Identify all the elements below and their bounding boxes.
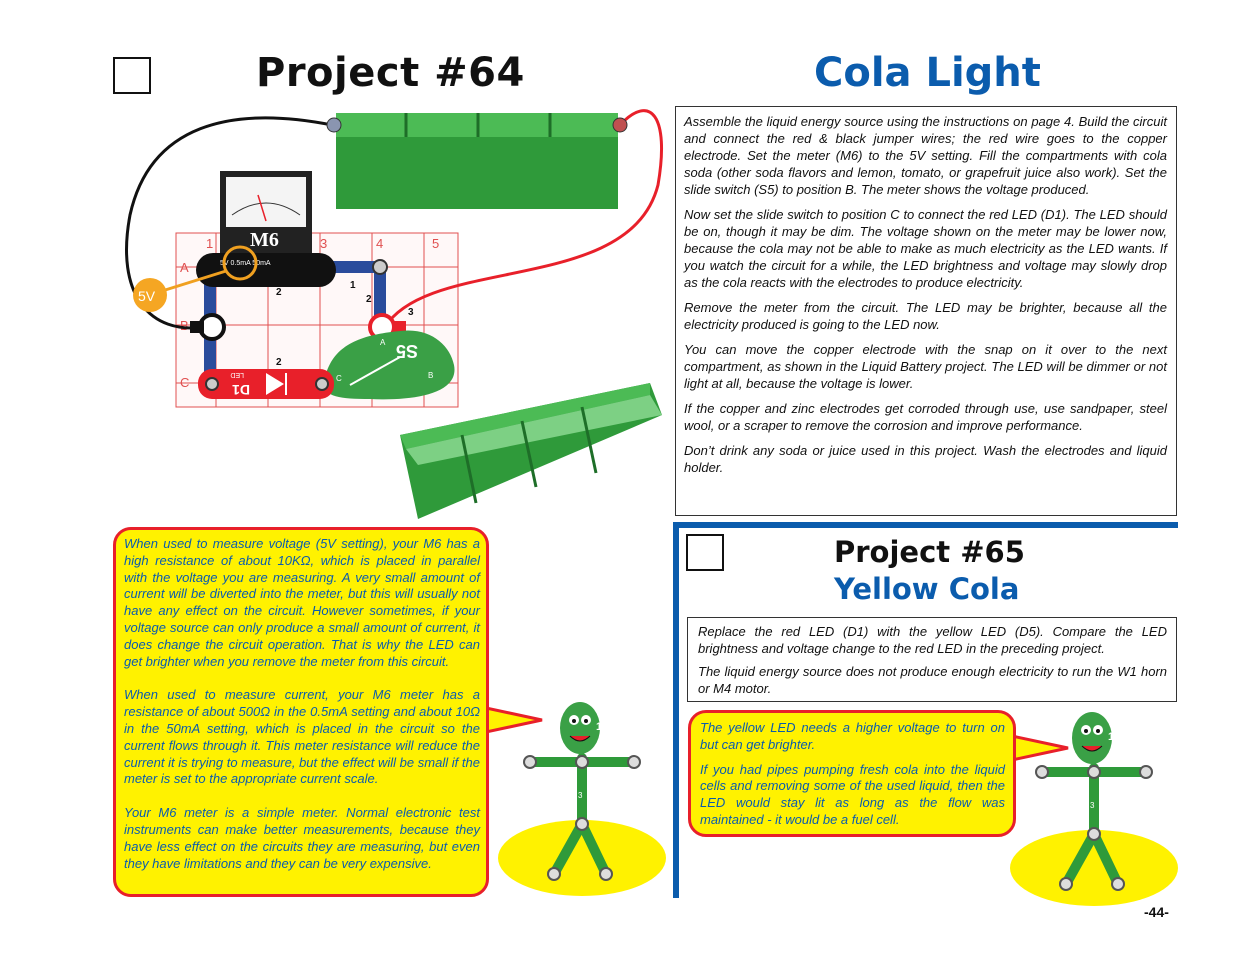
project65-instructions [687, 617, 1177, 702]
project65-checkbox[interactable] [686, 534, 724, 571]
switch-label: S5 [395, 341, 418, 361]
switch-c: C [336, 374, 342, 383]
mascot-figure [1008, 708, 1180, 910]
instruction-paragraph: Remove the meter from the circuit. The LED may be brighter, because all the electricity produced is going to the LED now. [684, 300, 1167, 332]
project65-title: Project #65 [834, 535, 1025, 569]
section-divider-vertical [673, 524, 679, 898]
mascot-figure [496, 698, 668, 900]
row-label-b: B [180, 318, 189, 333]
meter-scale: 5V 0.5mA 50mA [220, 260, 271, 267]
note-paragraph: When used to measure current, your M6 meter has a resistance of about 500Ω in the 0.5mA setting and about 10Ω in the 50mA setting, which is placed in the circuit so the current flows through it. This meter resistance will reduce the current it is trying to measure, but the effect will be small if the meter is set to the appropriate current scale. [124, 687, 480, 787]
wire-num: 2 [366, 294, 372, 305]
led-label: D1 [232, 382, 250, 398]
row-label-c: C [180, 375, 190, 390]
col-label-3: 3 [320, 236, 328, 251]
circuit-diagram [110, 95, 670, 525]
mascot-num: 1 [1108, 731, 1115, 743]
setting-badge-label: 5V [138, 288, 156, 304]
project64-instructions [675, 106, 1177, 516]
mascot-num: 3 [578, 791, 583, 800]
wire-num: 3 [408, 307, 414, 318]
page-number: -44- [1144, 904, 1169, 920]
instruction-paragraph: You can move the copper electrode with the snap on it over to the next compartment, as shown in the Liquid Battery project. The LED will be dimmer or not light at all, because the voltage is lower. [684, 342, 1167, 391]
note-paragraph: If you had pipes pumping fresh cola into the liquid cells and removing some of the used liquid, then the LED would stay lit as long as the flow was maintained - it would be a fuel cell. [700, 761, 1005, 827]
switch-b: B [428, 371, 434, 380]
project64-checkbox[interactable] [113, 57, 151, 94]
instruction-paragraph: If the copper and zinc electrodes get corroded through use, use sandpaper, steel wool, or a scraper to remove the corrosion and improve performance. [684, 401, 1167, 433]
meter-label: M6 [250, 229, 279, 251]
mascot-num: 3 [1090, 801, 1095, 810]
instruction-paragraph: Don’t drink any soda or juice used in this project. Wash the electrodes and liquid holder. [684, 443, 1167, 475]
mascot-num: 1 [596, 721, 603, 733]
note-paragraph: When used to measure voltage (5V setting), your M6 has a high resistance of about 10KΩ, which is placed in parallel with the voltage you are measuring. A very small amount of current will be diverted into the meter, but this will usually not have any effect on the circuit. However sometimes, if your voltage source can only produce a small amount of current, it does change the circuit operation. That is why the LED can get brighter when you remove the meter from this circuit. [124, 536, 480, 669]
wire-num: 2 [276, 287, 282, 298]
project64-title: Project #64 [256, 50, 525, 96]
project64-subtitle: Cola Light [814, 50, 1041, 96]
instruction-paragraph: Replace the red LED (D1) with the yellow LED (D5). Compare the LED brightness and voltage change to the red LED in the preceding project. [698, 624, 1167, 656]
row-label-a: A [180, 260, 189, 275]
led-sub: LED [230, 371, 244, 378]
instruction-paragraph: The liquid energy source does not produce enough electricity to run the W1 horn or M4 motor. [698, 664, 1167, 696]
instruction-paragraph: Now set the slide switch to position C to connect the red LED (D1). The LED should be on, though it may be dim. The voltage shown on the meter may be lower now, because the cola may not be able to make as much electricity as the LED wants. If you watch the circuit for a while, the LED brightness and voltage may slowly drop as the cola reacts with the electrodes to produce electricity. [684, 207, 1167, 290]
col-label-4: 4 [376, 236, 384, 251]
col-label-1: 1 [206, 236, 214, 251]
col-label-5: 5 [432, 236, 440, 251]
section-divider-horizontal [673, 522, 1178, 528]
meter-note-bubble [113, 527, 489, 897]
instruction-paragraph: Assemble the liquid energy source using the instructions on page 4. Build the circuit and connect the red & black jumper wires; the red wire goes to the copper electrode. Set the meter (M6) to the 5V setting. Fill the compartments with cola soda (other soda flavors and lemon, tomato, or grapefruit juice also work). Set the slide switch (S5) to position B. The meter shows the voltage produced. [684, 114, 1167, 197]
led-d1 [198, 369, 334, 399]
yellow-led-note-bubble [688, 710, 1016, 837]
note-paragraph: Your M6 meter is a simple meter. Normal electronic test instruments can make better measurements, because they have less effect on the circuits they are measuring, but even they have limitations and they can be very expensive. [124, 805, 480, 871]
wire-num: 2 [276, 357, 282, 368]
note-paragraph: The yellow LED needs a higher voltage to turn on but can get brighter. [700, 720, 1005, 752]
wire-num: 1 [350, 280, 356, 291]
liquid-holder-top [327, 113, 627, 209]
project65-subtitle: Yellow Cola [834, 572, 1020, 606]
switch-a: A [380, 338, 386, 347]
